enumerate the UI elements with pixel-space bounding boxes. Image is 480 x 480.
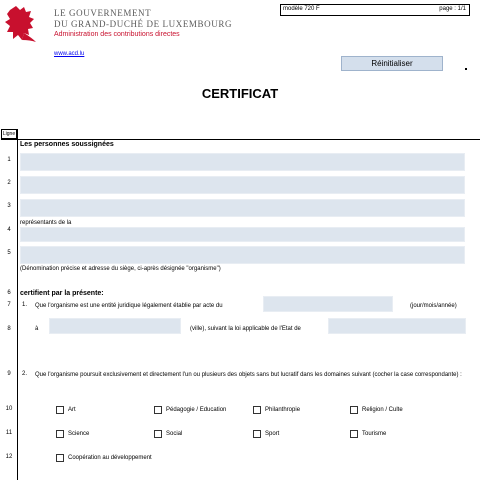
row-number: 11 — [5, 430, 13, 436]
date-format-hint: (jour/mois/année) — [410, 303, 457, 309]
row-number: 7 — [7, 302, 11, 308]
luxembourg-lion-logo — [4, 4, 38, 44]
label-religion: Religion / Culte — [362, 407, 403, 413]
row-number: 10 — [5, 406, 13, 412]
row-number: 2 — [7, 180, 11, 186]
dot-mark — [465, 68, 467, 70]
item-2-text: Que l'organisme poursuit exclusivement et directement l'un ou plusieurs des objets sans but lucratif dans les domaines suivant (cocher la case correspondante) : — [35, 372, 462, 378]
page-title: CERTIFICAT — [201, 86, 279, 101]
reset-button[interactable]: Réinitialiser — [341, 56, 443, 71]
organisme-field-1[interactable] — [20, 227, 465, 242]
a-label: à — [35, 326, 39, 332]
ligne-column-divider — [17, 129, 18, 480]
row-number: 1 — [7, 157, 11, 163]
government-line-2: DU GRAND-DUCHÉ DE LUXEMBOURG — [54, 19, 233, 29]
checkbox-tourisme[interactable] — [350, 430, 358, 438]
item-1-text: Que l'organisme est une entité juridique légalement établie par acte du — [35, 303, 223, 309]
checkbox-pedagogie[interactable] — [154, 406, 162, 414]
model-number: modèle 720 F — [283, 6, 320, 12]
soussigne-field-3[interactable] — [20, 199, 465, 217]
certifient-heading: certifient par la présente: — [20, 290, 104, 297]
label-art: Art — [68, 407, 76, 413]
row-number: 6 — [7, 290, 11, 296]
soussigne-field-2[interactable] — [20, 176, 465, 194]
label-philanthropie: Philanthropie — [265, 407, 301, 413]
label-social: Social — [166, 431, 183, 437]
label-sport: Sport — [265, 431, 280, 437]
label-cooperation: Coopération au développement — [68, 455, 152, 461]
government-line-1: LE GOUVERNEMENT — [54, 8, 152, 18]
soussignees-heading: Les personnes soussignées — [20, 141, 114, 148]
item-2-number: 2. — [22, 371, 28, 377]
label-tourisme: Tourisme — [362, 431, 387, 437]
checkbox-social[interactable] — [154, 430, 162, 438]
ligne-header: Ligne — [2, 131, 16, 137]
soussigne-field-1[interactable] — [20, 153, 465, 171]
header-divider — [1, 139, 480, 140]
model-page-box — [280, 4, 470, 16]
label-pedagogie: Pédagogie / Education — [166, 407, 227, 413]
row-number: 12 — [5, 454, 13, 460]
label-science: Science — [68, 431, 90, 437]
checkbox-religion[interactable] — [350, 406, 358, 414]
administration-name: Administration des contributions directes — [54, 31, 180, 38]
row-number: 9 — [7, 371, 11, 377]
acte-date-field[interactable] — [263, 296, 393, 312]
row-number: 3 — [7, 203, 11, 209]
denomination-note: (Dénomination précise et adresse du siège, ci-après désignée "organisme") — [20, 266, 221, 272]
checkbox-philanthropie[interactable] — [253, 406, 261, 414]
checkbox-art[interactable] — [56, 406, 64, 414]
ville-field[interactable] — [49, 318, 181, 334]
row-number: 8 — [7, 326, 11, 332]
row-number: 4 — [7, 227, 11, 233]
organisme-field-2[interactable] — [20, 246, 465, 264]
checkbox-sport[interactable] — [253, 430, 261, 438]
checkbox-cooperation[interactable] — [56, 454, 64, 462]
page-indicator: page : 1/1 — [439, 6, 466, 12]
website-link[interactable]: www.acd.lu — [54, 51, 85, 57]
row-number: 5 — [7, 250, 11, 256]
representants-label: représentants de la — [20, 220, 72, 226]
checkbox-science[interactable] — [56, 430, 64, 438]
item-1-number: 1. — [22, 302, 28, 308]
ville-text: (ville), suivant la loi applicable de l'Etat de — [190, 326, 301, 332]
etat-field[interactable] — [328, 318, 466, 334]
